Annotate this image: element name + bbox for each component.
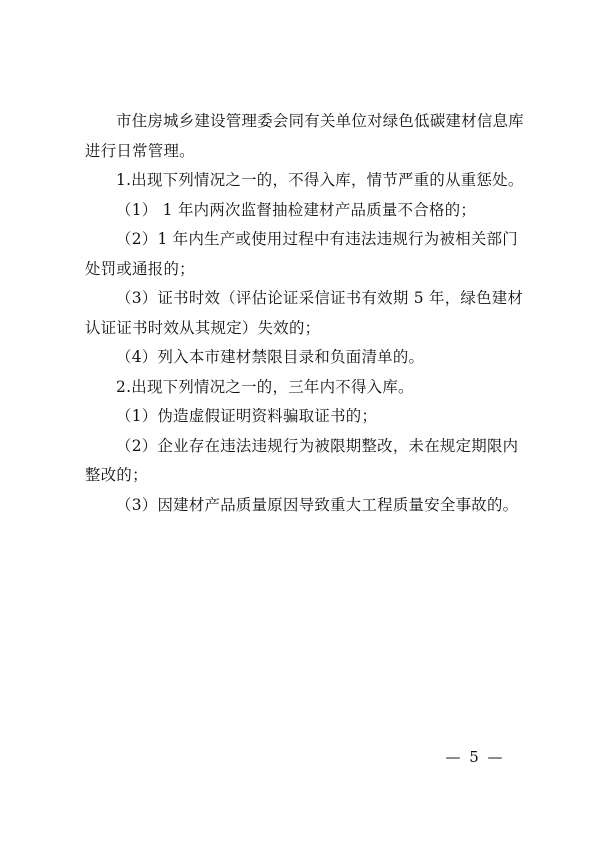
paragraph-rule-1-item-2: （2）1 年内生产或使用过程中有违法违规行为被相关部门处罚或通报的； [85, 230, 518, 278]
paragraph-rule-1-item-4: （4）列入本市建材禁限目录和负面清单的。 [116, 348, 425, 366]
paragraph-rule-1-item-1: （1） 1 年内两次监督抽检建材产品质量不合格的； [116, 200, 477, 219]
paragraph-intro: 市住房城乡建设管理委会同有关单位对绿色低碳建材信息库进行日常管理。 [85, 112, 524, 160]
paragraph-rule-1-heading: 1.出现下列情况之一的，不得入库，情节严重的从重惩处。 [116, 171, 524, 189]
paragraph-rule-2-heading: 2.出现下列情况之一的，三年内不得入库。 [116, 377, 414, 396]
paragraph-rule-2-item-3: （3）因建材产品质量原因导致重大工程质量安全事故的。 [116, 495, 519, 514]
body-text [85, 107, 525, 520]
paragraph-rule-2-item-1: （1）伪造虚假证明资料骗取证书的； [116, 407, 378, 425]
paragraph-rule-1-item-3: （3）证书时效（评估论证采信证书有效期 5 年，绿色建材认证证书时效从其规定）失效的； [85, 289, 524, 337]
page-number: — 5 — [445, 748, 505, 766]
paragraph-rule-2-item-2: （2）企业存在违法违规行为被限期整改，未在规定期限内整改的； [85, 436, 519, 484]
